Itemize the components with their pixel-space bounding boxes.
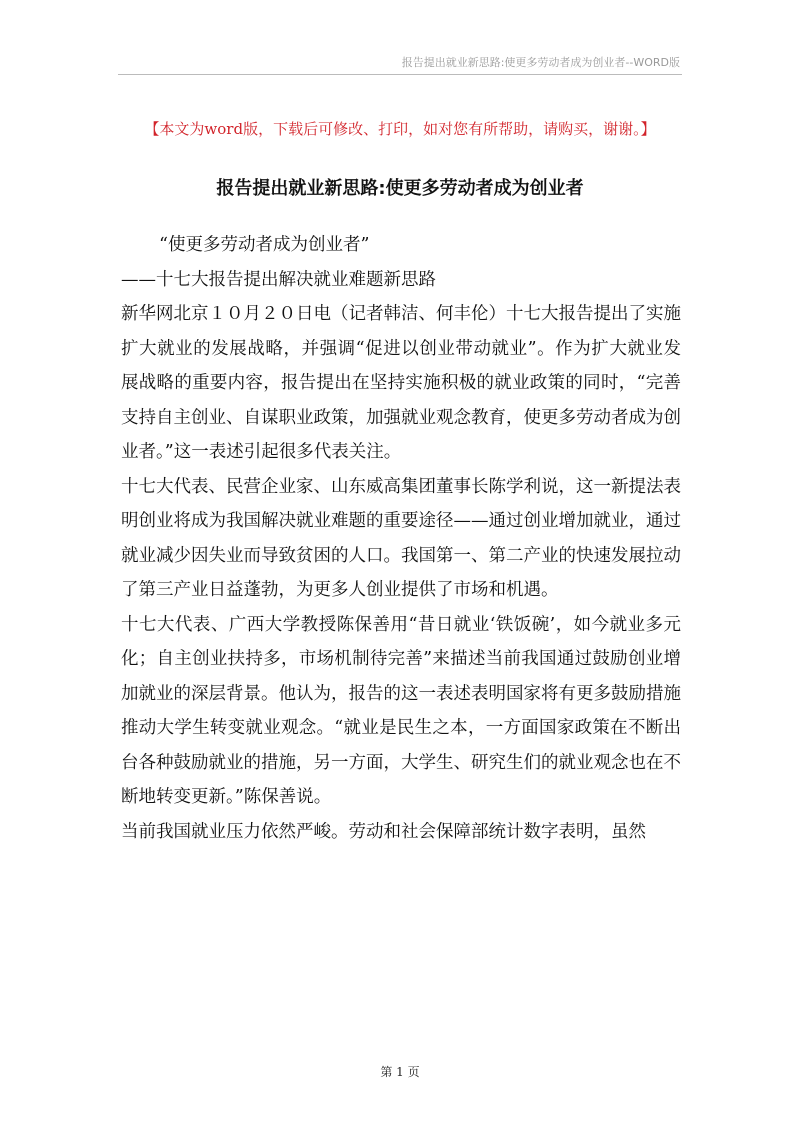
page-number: 第 1 页 [380, 1065, 420, 1079]
running-header: 报告提出就业新思路:使更多劳动者成为创业者--WORD版 [401, 56, 680, 69]
document-body [121, 228, 681, 849]
paragraph-chen-baoshan: 十七大代表、广西大学教授陈保善用“昔日就业‘铁饭碗’，如今就业多元化；自主创业扶持多，市场机制待完善”来描述当前我国通过鼓励创业增加就业的深层背景。他认为，报告的这一表述表明国家将有更多鼓励措施推动大学生转变就业观念。“就业是民生之本，一方面国家政策在不断出台各种鼓励就业的措施，另一方面，大学生、研究生们的就业观念也在不断地转变更新。”陈保善说。 [121, 614, 681, 807]
paragraph-employment-pressure: 当前我国就业压力依然严峻。劳动和社会保障部统计数字表明，虽然 [121, 821, 646, 842]
document-title: 报告提出就业新思路:使更多劳动者成为创业者 [216, 178, 584, 199]
paragraph-chen-xueli: 十七大代表、民营企业家、山东威高集团董事长陈学利说，这一新提法表明创业将成为我国解决就业难题的重要途径——通过创业增加就业，通过就业减少因失业而导致贫困的人口。我国第一、第二产业的快速发展拉动了第三产业日益蓬勃，为更多人创业提供了市场和机遇。 [121, 476, 681, 600]
download-notice: 【本文为word版，下载后可修改、打印，如对您有所帮助，请购买，谢谢。】 [144, 120, 656, 138]
paragraph-quote-title: “使更多劳动者成为创业者” [159, 235, 370, 255]
paragraph-intro: 新华网北京１０月２０日电（记者韩洁、何丰伦）十七大报告提出了实施扩大就业的发展战略，并强调“促进以创业带动就业”。作为扩大就业发展战略的重要内容，报告提出在坚持实施积极的就业政策的同时，“完善支持自主创业、自谋职业政策，加强就业观念教育，使更多劳动者成为创业者。”这一表述引起很多代表关注。 [121, 304, 681, 462]
header-divider [118, 74, 682, 75]
paragraph-subtitle: ——十七大报告提出解决就业难题新思路 [121, 269, 436, 290]
